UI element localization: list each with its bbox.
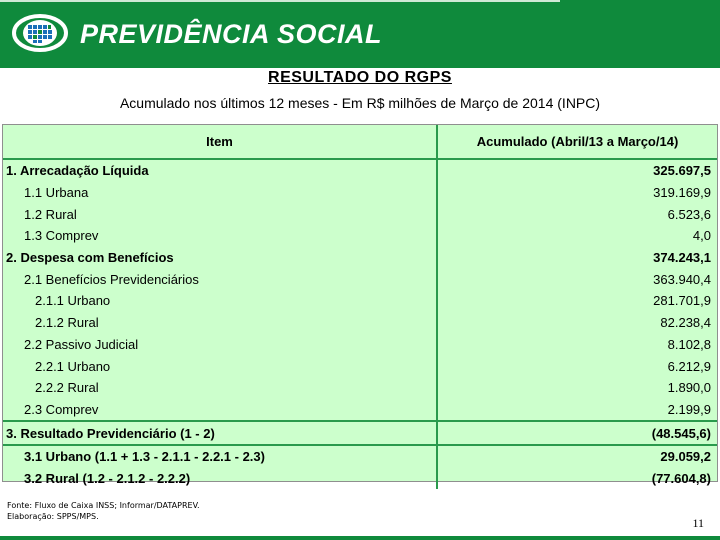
table-row xyxy=(3,355,717,377)
row-item-label: 2.2.2 Rural xyxy=(3,377,437,399)
page-subtitle: Acumulado nos últimos 12 meses - Em R$ milhões de Março de 2014 (INPC) xyxy=(119,95,601,111)
footer-source xyxy=(7,500,200,522)
table-row xyxy=(3,290,717,312)
row-item-label: 2.1.1 Urbano xyxy=(3,290,437,312)
table-row-result xyxy=(3,421,717,445)
row-item-label: 3.2 Rural (1.2 - 2.1.2 - 2.2.2) xyxy=(3,468,437,490)
row-item-label: 3.1 Urbano (1.1 + 1.3 - 2.1.1 - 2.2.1 - 2.3) xyxy=(3,445,437,468)
row-value: 363.940,4 xyxy=(653,271,711,287)
row-item-label: 3. Resultado Previdenciário (1 - 2) xyxy=(3,421,437,445)
table-row xyxy=(3,159,717,182)
results-table-container xyxy=(2,124,718,486)
table-row xyxy=(3,268,717,290)
table-row xyxy=(3,203,717,225)
row-item-label: 2.3 Comprev xyxy=(3,399,437,422)
row-value: 1.890,0 xyxy=(667,380,711,396)
row-value: 2.199,9 xyxy=(667,401,711,417)
row-item-label: 2.2.1 Urbano xyxy=(3,355,437,377)
table-row xyxy=(3,312,717,334)
row-value: 325.697,5 xyxy=(653,163,711,179)
table-row xyxy=(3,468,717,490)
row-value: 319.169,9 xyxy=(653,185,711,201)
prepared-by-note: Elaboração: SPPS/MPS. xyxy=(7,512,99,521)
column-header-accumulated: Acumulado (Abril/13 a Março/14) xyxy=(437,125,717,159)
row-value: 6.523,6 xyxy=(667,206,711,222)
header-topline xyxy=(0,0,560,2)
bottom-bar xyxy=(0,536,720,540)
row-item-label: 2. Despesa com Benefícios xyxy=(3,247,437,269)
column-header-item: Item xyxy=(3,125,437,159)
page-number: 11 xyxy=(692,516,704,530)
table-row xyxy=(3,445,717,468)
row-value: (48.545,6) xyxy=(437,421,717,445)
previdencia-emblem-icon xyxy=(12,14,68,52)
table-header-row xyxy=(3,125,717,159)
page-title: RESULTADO DO RGPS xyxy=(268,69,452,86)
row-value: 374.243,1 xyxy=(653,250,711,266)
row-item-label: 2.2 Passivo Judicial xyxy=(3,334,437,356)
results-table xyxy=(3,125,717,489)
row-item-label: 1.3 Comprev xyxy=(3,225,437,247)
row-item-label: 2.1 Benefícios Previdenciários xyxy=(3,268,437,290)
row-value: 82.238,4 xyxy=(660,315,711,331)
brand-name: PREVIDÊNCIA SOCIAL xyxy=(80,19,383,49)
row-value: 29.059,2 xyxy=(660,449,711,465)
source-note: Fonte: Fluxo de Caixa INSS; Informar/DATAPREV. xyxy=(7,501,200,510)
table-row xyxy=(3,399,717,422)
row-item-label: 2.1.2 Rural xyxy=(3,312,437,334)
row-item-label: 1.1 Urbana xyxy=(3,182,437,204)
row-value: 6.212,9 xyxy=(667,358,711,374)
row-item-label: 1.2 Rural xyxy=(3,203,437,225)
row-item-label: 1. Arrecadação Líquida xyxy=(3,159,437,182)
row-value: 4,0 xyxy=(692,228,711,244)
row-value: 281.701,9 xyxy=(653,293,711,309)
table-row xyxy=(3,182,717,204)
table-row xyxy=(3,247,717,269)
row-value: 8.102,8 xyxy=(667,336,711,352)
table-row xyxy=(3,377,717,399)
table-row xyxy=(3,225,717,247)
table-row xyxy=(3,334,717,356)
row-value: (77.604,8) xyxy=(651,470,711,486)
